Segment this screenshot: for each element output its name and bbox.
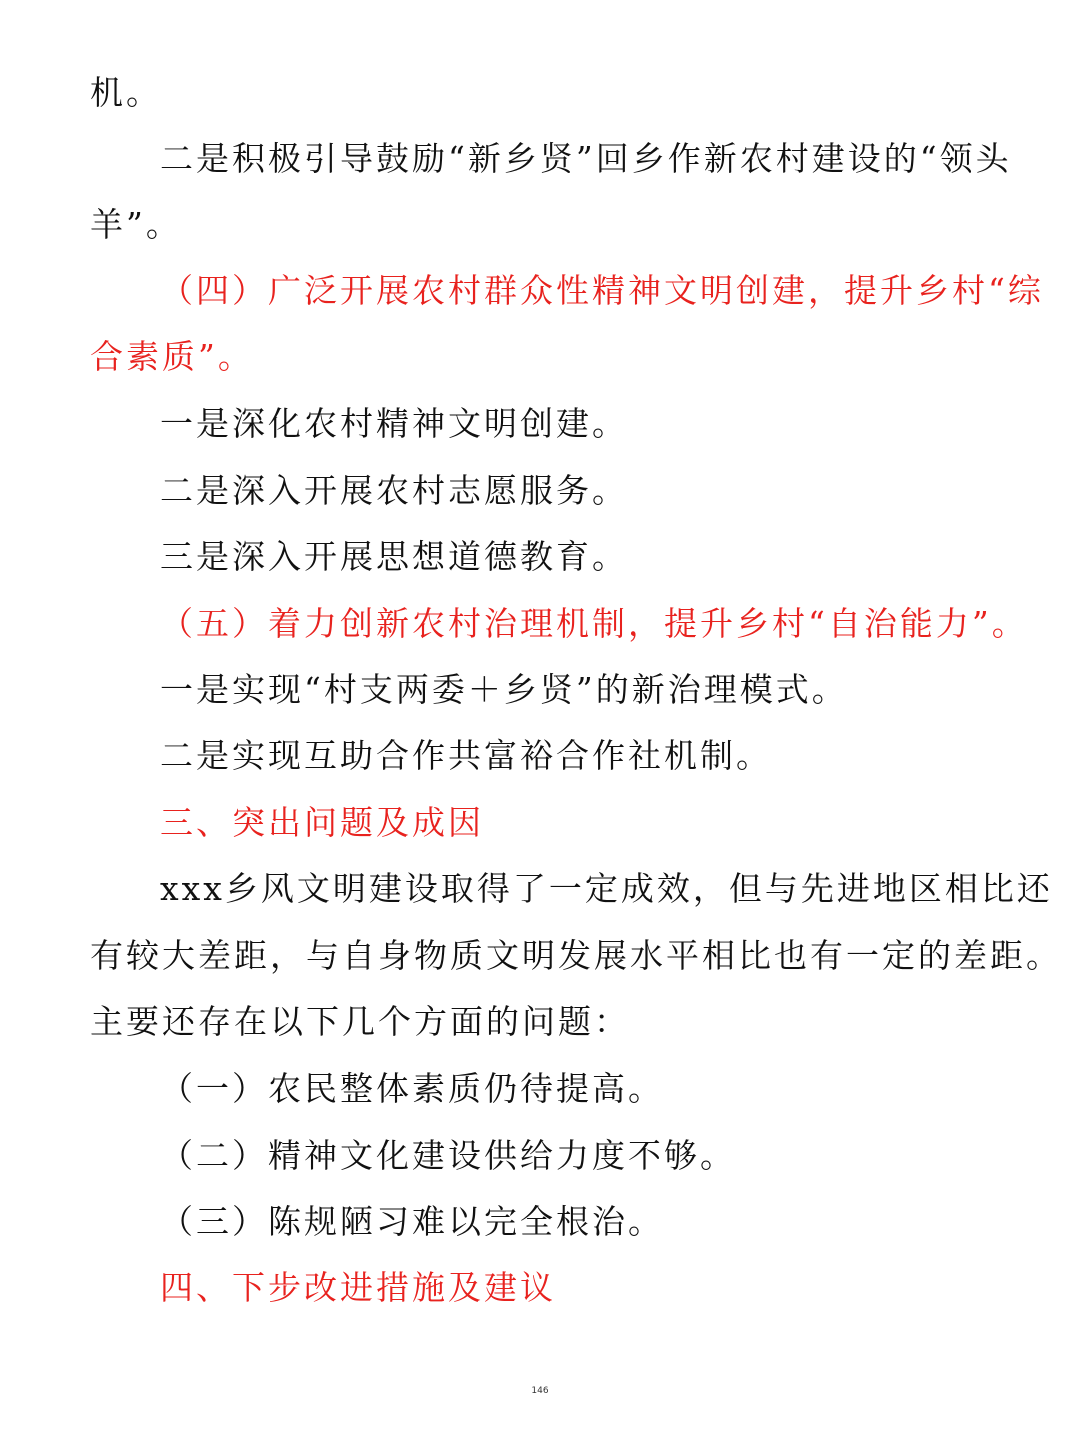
text-line-14: 有较大差距，与自身物质文明发展水平相比也有一定的差距。 (90, 936, 1062, 975)
text-line-11: 二是实现互助合作共富裕合作社机制。 (160, 736, 772, 775)
text-line-15: 主要还存在以下几个方面的问题： (90, 1002, 630, 1041)
text-line-18: （三）陈规陋习难以完全根治。 (160, 1202, 664, 1241)
text-line-13: xxx乡风文明建设取得了一定成效，但与先进地区相比还 (160, 869, 1053, 908)
chapter-heading-3: 三、突出问题及成因 (160, 803, 484, 842)
page-number: 146 (531, 1386, 549, 1396)
text-line-16: （一）农民整体素质仍待提高。 (160, 1069, 664, 1108)
text-line-1: 机。 (90, 73, 162, 112)
chapter-heading-4: 四、下步改进措施及建议 (160, 1268, 556, 1307)
text-line-3: 羊”。 (90, 205, 182, 244)
section-heading-4: （四）广泛开展农村群众性精神文明创建，提升乡村“综 (160, 271, 1044, 310)
text-line-6: 一是深化农村精神文明创建。 (160, 404, 628, 443)
text-line-17: （二）精神文化建设供给力度不够。 (160, 1136, 736, 1175)
section-heading-4-cont: 合素质”。 (90, 337, 254, 376)
section-heading-5: （五）着力创新农村治理机制，提升乡村“自治能力”。 (160, 604, 1028, 643)
text-line-10: 一是实现“村支两委＋乡贤”的新治理模式。 (160, 670, 848, 709)
text-line-2: 二是积极引导鼓励“新乡贤”回乡作新农村建设的“领头 (160, 139, 1012, 178)
text-line-8: 三是深入开展思想道德教育。 (160, 537, 628, 576)
text-line-7: 二是深入开展农村志愿服务。 (160, 471, 628, 510)
